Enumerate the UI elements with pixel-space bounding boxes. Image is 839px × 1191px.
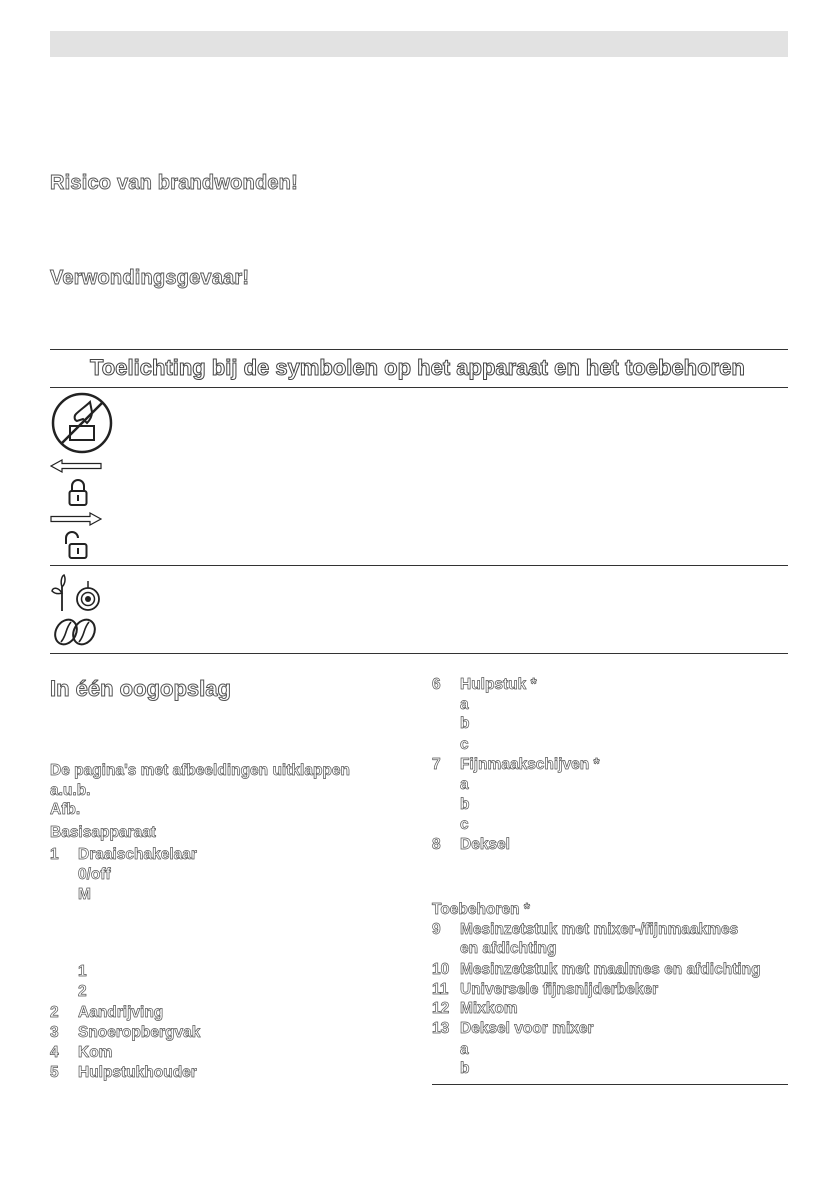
overview-title: In één oogopslag — [50, 676, 231, 701]
list-item: b — [460, 796, 470, 813]
burn-warning: Risico van brandwonden! — [50, 172, 298, 194]
section-rule-mid — [50, 387, 788, 388]
list-item: a — [460, 696, 469, 713]
list-item: 1 Draaischakelaar — [50, 846, 197, 863]
list-item: 5 Hulpstukhouder — [50, 1064, 197, 1081]
list-item: 1 — [78, 963, 87, 980]
no-hand-in-bowl-icon — [50, 392, 114, 454]
list-item: 12 Mixkom — [432, 1000, 518, 1017]
symbols-section-title: Toelichting bij de symbolen op het apparaat en het toebehoren — [90, 355, 745, 380]
list-item: a — [460, 1041, 469, 1058]
list-item: 13 Deksel voor mixer — [432, 1020, 594, 1037]
list-item: 11 Universele fijnsnijderbeker — [432, 981, 659, 998]
padlock-closed-icon — [68, 479, 88, 507]
list-item: b — [460, 1060, 470, 1077]
padlock-open-icon — [62, 530, 88, 560]
list-item: 4 Kom — [50, 1044, 113, 1061]
section-rule-top — [50, 349, 788, 350]
list-item: 2 — [78, 983, 87, 1000]
fig-label: Afb. — [50, 801, 81, 818]
fold-note-line2: a.u.b. — [50, 782, 91, 799]
list-item: M — [78, 886, 91, 903]
accessories-heading: Toebehoren * — [432, 901, 530, 918]
list-item: c — [460, 816, 469, 833]
fold-note-line1: De pagina's met afbeeldingen uitklappen — [50, 762, 350, 779]
coffee-beans-icon — [53, 617, 97, 647]
injury-warning: Verwondingsgevaar! — [50, 267, 250, 289]
arrow-left-icon — [50, 459, 102, 473]
list-item: 8 Deksel — [432, 836, 510, 853]
section-rule-bottom — [50, 653, 788, 654]
list-item: a — [460, 776, 469, 793]
herb-onion-icon — [50, 573, 104, 613]
list-item: en afdichting — [460, 940, 557, 957]
list-item: c — [460, 736, 469, 753]
list-item: 10 Mesinzetstuk met maalmes en afdichting — [432, 961, 761, 978]
arrow-right-icon — [50, 512, 102, 526]
list-item: 3 Snoeropbergvak — [50, 1024, 201, 1041]
accessories-rule — [432, 1084, 788, 1085]
list-item: 6 Hulpstuk * — [432, 676, 537, 693]
header-bar — [50, 31, 788, 57]
list-item: 2 Aandrijving — [50, 1004, 164, 1021]
section-rule-icons — [50, 565, 788, 566]
list-item: 9 Mesinzetstuk met mixer-/fijnmaakmes — [432, 921, 739, 938]
list-item: b — [460, 715, 470, 732]
list-item: 0/off — [78, 866, 111, 883]
base-heading: Basisapparaat — [50, 824, 156, 841]
list-item: 7 Fijnmaakschijven * — [432, 756, 600, 773]
